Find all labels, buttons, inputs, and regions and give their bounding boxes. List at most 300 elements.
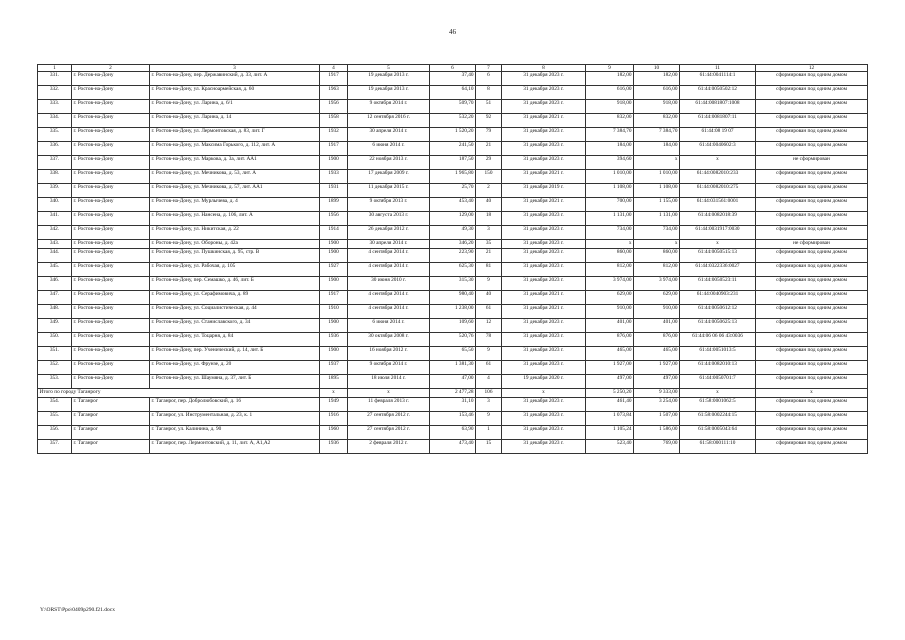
- table-row: [38, 398, 868, 412]
- year-cell: 1949: [320, 398, 348, 412]
- year-cell: 1936: [320, 333, 348, 347]
- status-cell: сформирован под одним домом: [756, 426, 868, 440]
- row-number: 336.: [38, 142, 72, 156]
- cost2-cell: 860,00: [634, 249, 680, 263]
- city-cell: г. Ростов-на-Дону: [72, 212, 150, 226]
- row-number: 341.: [38, 212, 72, 226]
- cadastral-cell: 61:44:0050612:12: [680, 305, 756, 319]
- cost-cell: 1 010,00: [586, 170, 634, 184]
- date-cell: 30 апреля 2014 г.: [348, 240, 430, 249]
- year-cell: 1895: [320, 375, 348, 389]
- date-cell: 4 сентября 2014 г.: [348, 249, 430, 263]
- count-cell: 79: [476, 128, 502, 142]
- deadline-cell: 31 декабря 2023 г.: [502, 226, 586, 240]
- column-number: 5: [348, 65, 430, 72]
- status-cell: сформирован под одним домом: [756, 398, 868, 412]
- deadline-cell: 31 декабря 2023 г.: [502, 86, 586, 100]
- table-row: [38, 72, 868, 86]
- address-cell: г. Ростов-на-Дону, ул. Шаумяна, д. 37, лит. Б: [150, 375, 320, 389]
- status-cell: сформирован под одним домом: [756, 263, 868, 277]
- address-cell: г. Ростов-на-Дону, ул. Максима Горького, д. 112, лит. А: [150, 142, 320, 156]
- date-cell: 12 сентября 2016 г.: [348, 114, 430, 128]
- cost2-cell: 184,00: [634, 142, 680, 156]
- date-cell: 6 июня 2014 г.: [348, 319, 430, 333]
- area-cell: 509,70: [430, 100, 476, 114]
- city-cell: г. Ростов-на-Дону: [72, 128, 150, 142]
- date-cell: 18 июля 2014 г.: [348, 375, 430, 389]
- year-cell: 1956: [320, 212, 348, 226]
- city-cell: г. Ростов-на-Дону: [72, 184, 150, 198]
- status-cell: сформирован под одним домом: [756, 170, 868, 184]
- cadastral-cell: 61:58:0002244:15: [680, 412, 756, 426]
- date-cell: 9 октября 2013 г.: [348, 198, 430, 212]
- year-cell: 1937: [320, 361, 348, 375]
- count-cell: 18: [476, 212, 502, 226]
- address-cell: г. Ростов-на-Дону, пер. Державинский, д. 33, лит. А: [150, 72, 320, 86]
- cost-cell: 3 974,00: [586, 277, 634, 291]
- status-cell: сформирован под одним домом: [756, 347, 868, 361]
- area-cell: 346,20: [430, 240, 476, 249]
- status-cell: сформирован под одним домом: [756, 86, 868, 100]
- row-number: 339.: [38, 184, 72, 198]
- area-cell: 980,40: [430, 291, 476, 305]
- cost2-cell: 876,00: [634, 333, 680, 347]
- column-number: 12: [756, 65, 868, 72]
- table-row: [38, 86, 868, 100]
- count-cell: 12: [476, 319, 502, 333]
- count-cell: 40: [476, 198, 502, 212]
- count-cell: 8: [476, 86, 502, 100]
- row-number: 335.: [38, 128, 72, 142]
- date-cell: 19 декабря 2013 г.: [348, 72, 430, 86]
- cost-cell: 184,00: [586, 142, 634, 156]
- status-cell: сформирован под одним домом: [756, 184, 868, 198]
- year-cell: 1899: [320, 198, 348, 212]
- deadline-cell: 31 декабря 2023 г.: [502, 319, 586, 333]
- area-cell: 453,40: [430, 198, 476, 212]
- address-cell: г. Ростов-на-Дону, ул. Маркова, д. 3а, лит. АА1: [150, 156, 320, 170]
- cost-cell: 497,00: [586, 375, 634, 389]
- year-cell: 1932: [320, 128, 348, 142]
- area-cell: 223,90: [430, 249, 476, 263]
- row-number: 343.: [38, 240, 72, 249]
- status-cell: сформирован под одним домом: [756, 226, 868, 240]
- address-cell: г. Ростов-на-Дону, ул. Мечникова, д. 53, лит. А: [150, 170, 320, 184]
- deadline-cell: 19 декабря 2020 г.: [502, 375, 586, 389]
- deadline-cell: 31 декабря 2019 г.: [502, 184, 586, 198]
- date-cell: 27 сентября 2012 г.: [348, 412, 430, 426]
- year-cell: 1917: [320, 142, 348, 156]
- cadastral-cell: 61:44:0082018:39: [680, 212, 756, 226]
- row-number: 349.: [38, 319, 72, 333]
- address-cell: г. Таганрог, ул. Калинина, д. 90: [150, 426, 320, 440]
- deadline-cell: 31 декабря 2023 г.: [502, 128, 586, 142]
- city-cell: г. Ростов-на-Дону: [72, 240, 150, 249]
- date-cell: 9 октября 2014 г.: [348, 100, 430, 114]
- year-cell: 1900: [320, 277, 348, 291]
- year-cell: 1917: [320, 291, 348, 305]
- count-cell: 61: [476, 361, 502, 375]
- row-number: 331.: [38, 72, 72, 86]
- date-cell: 30 июня 2010 г.: [348, 277, 430, 291]
- address-cell: г. Таганрог, пер. Добролюбовский, д. 16: [150, 398, 320, 412]
- table-row: [38, 375, 868, 389]
- cadastral-cell: 61:58:0001062:5: [680, 398, 756, 412]
- cadastral-cell: 61:44:0322336:0027: [680, 263, 756, 277]
- year-cell: 1900: [320, 319, 348, 333]
- cost2-cell: 1 108,00: [634, 184, 680, 198]
- table-row: [38, 240, 868, 249]
- table-row: [38, 319, 868, 333]
- cadastral-cell: 61:44:0082010:13: [680, 361, 756, 375]
- cost-cell: 1 108,00: [586, 184, 634, 198]
- status-cell: сформирован под одним домом: [756, 128, 868, 142]
- cost2-cell: 832,00: [634, 114, 680, 128]
- deadline-cell: 31 декабря 2023 г.: [502, 249, 586, 263]
- status-cell: сформирован под одним домом: [756, 440, 868, 454]
- city-cell: г. Ростов-на-Дону: [72, 156, 150, 170]
- address-cell: г. Ростов-на-Дону, ул. Красноармейская, д. 60: [150, 86, 320, 100]
- deadline-cell: 31 декабря 2023 г.: [502, 412, 586, 426]
- cost-cell: 700,00: [586, 198, 634, 212]
- cadastral-cell: 61:44:0031917:0030: [680, 226, 756, 240]
- address-cell: г. Таганрог, ул. Инструментальная, д. 23, к. 1: [150, 412, 320, 426]
- column-number: 11: [680, 65, 756, 72]
- year-cell: 1960: [320, 426, 348, 440]
- deadline-cell: 31 декабря 2021 г.: [502, 114, 586, 128]
- subtotal-cad: х: [680, 389, 756, 398]
- city-cell: г. Ростов-на-Дону: [72, 347, 150, 361]
- count-cell: 6: [476, 72, 502, 86]
- deadline-cell: 31 декабря 2023 г.: [502, 142, 586, 156]
- city-cell: г. Ростов-на-Дону: [72, 305, 150, 319]
- column-number: 9: [586, 65, 634, 72]
- date-cell: 30 августа 2013 г.: [348, 212, 430, 226]
- status-cell: сформирован под одним домом: [756, 305, 868, 319]
- subtotal-date: х: [348, 389, 430, 398]
- column-number: 8: [502, 65, 586, 72]
- cost2-cell: 734,00: [634, 226, 680, 240]
- row-number: 332.: [38, 86, 72, 100]
- address-cell: г. Ростов-на-Дону, ул. Мурлычева, д. 4: [150, 198, 320, 212]
- city-cell: г. Ростов-на-Дону: [72, 333, 150, 347]
- cost-cell: 876,00: [586, 333, 634, 347]
- table-row: [38, 100, 868, 114]
- deadline-cell: 31 декабря 2023 г.: [502, 100, 586, 114]
- cost-cell: 401,00: [586, 319, 634, 333]
- city-cell: г. Ростов-на-Дону: [72, 277, 150, 291]
- address-cell: г. Ростов-на-Дону, ул. Пушкинская, д. 95, стр. В: [150, 249, 320, 263]
- deadline-cell: 31 декабря 2023 г.: [502, 277, 586, 291]
- status-cell: сформирован под одним домом: [756, 212, 868, 226]
- date-cell: 22 ноября 2013 г.: [348, 156, 430, 170]
- status-cell: сформирован под одним домом: [756, 142, 868, 156]
- column-number: 7: [476, 65, 502, 72]
- status-cell: не сформирован: [756, 240, 868, 249]
- year-cell: 1933: [320, 170, 348, 184]
- city-cell: г. Ростов-на-Дону: [72, 319, 150, 333]
- table-row: [38, 184, 868, 198]
- cost2-cell: х: [634, 156, 680, 170]
- year-cell: 1931: [320, 184, 348, 198]
- cadastral-cell: 61:58:000111:10: [680, 440, 756, 454]
- table-row: [38, 347, 868, 361]
- table-row: [38, 333, 868, 347]
- cost-cell: 918,00: [586, 100, 634, 114]
- address-cell: г. Ростов-на-Дону, ул. Лермонтовская, д. 83, лит. Г: [150, 128, 320, 142]
- date-cell: 17 декабря 2009 г.: [348, 170, 430, 184]
- cost-cell: 734,00: [586, 226, 634, 240]
- table-row: [38, 198, 868, 212]
- row-number: 333.: [38, 100, 72, 114]
- cost-cell: х: [586, 240, 634, 249]
- cost2-cell: 497,00: [634, 375, 680, 389]
- city-cell: г. Ростов-на-Дону: [72, 114, 150, 128]
- address-cell: г. Ростов-на-Дону, ул. Ларина, д. 6/1: [150, 100, 320, 114]
- table-row: [38, 114, 868, 128]
- cost2-cell: 1 927,00: [634, 361, 680, 375]
- address-cell: г. Ростов-на-Дону, ул. Социалистическая, д. 44: [150, 305, 320, 319]
- table-row: [38, 361, 868, 375]
- date-cell: 2 февраля 2012 г.: [348, 440, 430, 454]
- status-cell: сформирован под одним домом: [756, 277, 868, 291]
- address-cell: г. Ростов-на-Дону, пер. Ученический, д. 14, лит. Б: [150, 347, 320, 361]
- count-cell: 21: [476, 249, 502, 263]
- row-number: 340.: [38, 198, 72, 212]
- table-row: [38, 440, 868, 454]
- count-cell: 61: [476, 305, 502, 319]
- status-cell: сформирован под одним домом: [756, 100, 868, 114]
- year-cell: 1900: [320, 240, 348, 249]
- table-row: [38, 128, 868, 142]
- year-cell: 1900: [320, 156, 348, 170]
- cadastral-cell: 61:44:06 06 06 43:0036: [680, 333, 756, 347]
- status-cell: сформирован под одним домом: [756, 375, 868, 389]
- city-cell: г. Ростов-на-Дону: [72, 198, 150, 212]
- date-cell: 4 сентября 2014 г.: [348, 305, 430, 319]
- file-path-footer: Y:\ORST\Ppo\0409p290.f21.docx: [40, 607, 115, 613]
- cost-cell: 523,40: [586, 440, 634, 454]
- subtotal-count: 106: [476, 389, 502, 398]
- year-cell: 1900: [320, 249, 348, 263]
- count-cell: 1: [476, 426, 502, 440]
- count-cell: 92: [476, 114, 502, 128]
- row-number: 354.: [38, 398, 72, 412]
- area-cell: 153,46: [430, 412, 476, 426]
- deadline-cell: 31 декабря 2023 г.: [502, 426, 586, 440]
- cadastral-cell: 61:44:0040602:3: [680, 142, 756, 156]
- deadline-cell: 31 декабря 2023 г.: [502, 240, 586, 249]
- count-cell: 9: [476, 412, 502, 426]
- city-cell: г. Таганрог: [72, 398, 150, 412]
- area-cell: 1 965,80: [430, 170, 476, 184]
- city-cell: г. Ростов-на-Дону: [72, 263, 150, 277]
- city-cell: г. Ростов-на-Дону: [72, 142, 150, 156]
- cost-cell: 465,00: [586, 347, 634, 361]
- cost-cell: 182,00: [586, 72, 634, 86]
- column-number: 4: [320, 65, 348, 72]
- cost2-cell: 465,00: [634, 347, 680, 361]
- date-cell: 16 ноября 2012 г.: [348, 347, 430, 361]
- year-cell: 1927: [320, 263, 348, 277]
- cost-cell: 1 105,24: [586, 426, 634, 440]
- cadastral-cell: 61:44:0050515:13: [680, 249, 756, 263]
- date-cell: 11 февраля 2013 г.: [348, 398, 430, 412]
- cost2-cell: 769,00: [634, 440, 680, 454]
- count-cell: 51: [476, 100, 502, 114]
- address-cell: г. Ростов-на-Дону, ул. Фрунзе, д. 20: [150, 361, 320, 375]
- column-number: 2: [72, 65, 150, 72]
- date-cell: 30 октября 2008 г.: [348, 333, 430, 347]
- subtotal-year: х: [320, 389, 348, 398]
- cadastral-cell: 61:44:0051013:5: [680, 347, 756, 361]
- count-cell: 9: [476, 347, 502, 361]
- cost2-cell: 629,00: [634, 291, 680, 305]
- year-cell: 1900: [320, 347, 348, 361]
- column-number-row: [38, 65, 868, 72]
- row-number: 334.: [38, 114, 72, 128]
- row-number: 356.: [38, 426, 72, 440]
- cadastral-cell: 61:44:08 19 07: [680, 128, 756, 142]
- city-cell: г. Ростов-на-Дону: [72, 249, 150, 263]
- table-row: [38, 212, 868, 226]
- date-cell: 4 сентября 2014 г.: [348, 263, 430, 277]
- table-row: [38, 226, 868, 240]
- status-cell: сформирован под одним домом: [756, 291, 868, 305]
- count-cell: 4: [476, 375, 502, 389]
- cost-cell: 1 927,00: [586, 361, 634, 375]
- table-row: [38, 291, 868, 305]
- address-cell: г. Ростов-на-Дону, пер. Семашко, д. 46, лит. Б: [150, 277, 320, 291]
- cadastral-cell: 61:44:0040903:231: [680, 291, 756, 305]
- deadline-cell: 31 декабря 2021 г.: [502, 198, 586, 212]
- area-cell: 47,00: [430, 375, 476, 389]
- table-row: [38, 156, 868, 170]
- area-cell: 109,60: [430, 319, 476, 333]
- subtotal-cost2: 9 333,00: [634, 389, 680, 398]
- subtotal-status: х: [756, 389, 868, 398]
- row-number: 345.: [38, 263, 72, 277]
- deadline-cell: 31 декабря 2023 г.: [502, 156, 586, 170]
- subtotal-row: [38, 389, 868, 398]
- area-cell: 520,76: [430, 333, 476, 347]
- cost-cell: 910,00: [586, 305, 634, 319]
- date-cell: 11 декабря 2015 г.: [348, 184, 430, 198]
- city-cell: г. Ростов-на-Дону: [72, 86, 150, 100]
- area-cell: 63,90: [430, 426, 476, 440]
- status-cell: сформирован под одним домом: [756, 361, 868, 375]
- count-cell: 15: [476, 440, 502, 454]
- area-cell: 37,40: [430, 72, 476, 86]
- cadastral-cell: 61:44:0050523:11: [680, 277, 756, 291]
- city-cell: г. Ростов-на-Дону: [72, 361, 150, 375]
- cost2-cell: 182,00: [634, 72, 680, 86]
- table-row: [38, 305, 868, 319]
- year-cell: 1958: [320, 114, 348, 128]
- address-cell: г. Ростов-на-Дону, ул. Рабочая, д. 105: [150, 263, 320, 277]
- cost2-cell: 1 507,00: [634, 412, 680, 426]
- deadline-cell: 31 декабря 2023 г.: [502, 263, 586, 277]
- cadastral-cell: х: [680, 240, 756, 249]
- cost2-cell: 3 254,00: [634, 398, 680, 412]
- cadastral-cell: 61:44:0050502:12: [680, 86, 756, 100]
- cost2-cell: 1 131,00: [634, 212, 680, 226]
- cost-cell: 1 073,84: [586, 412, 634, 426]
- count-cell: 21: [476, 142, 502, 156]
- cost2-cell: 1 155,00: [634, 198, 680, 212]
- area-cell: 65,50: [430, 347, 476, 361]
- cost2-cell: 918,00: [634, 100, 680, 114]
- status-cell: сформирован под одним домом: [756, 412, 868, 426]
- count-cell: 2: [476, 184, 502, 198]
- table-row: [38, 142, 868, 156]
- cost-cell: 812,00: [586, 263, 634, 277]
- cadastral-cell: 61:44:0050625:13: [680, 319, 756, 333]
- address-cell: г. Ростов-на-Дону, ул. Тоцарня, д. 84: [150, 333, 320, 347]
- year-cell: 1917: [320, 72, 348, 86]
- row-number: 337.: [38, 156, 72, 170]
- column-number: 10: [634, 65, 680, 72]
- cadastral-cell: 61:44:0081807:1008: [680, 100, 756, 114]
- cost2-cell: 812,00: [634, 263, 680, 277]
- area-cell: 241,50: [430, 142, 476, 156]
- status-cell: сформирован под одним домом: [756, 72, 868, 86]
- cost-cell: 461,40: [586, 398, 634, 412]
- subtotal-label: Итого по городу Таганрогу: [38, 389, 320, 398]
- row-number: 351.: [38, 347, 72, 361]
- deadline-cell: 31 декабря 2023 г.: [502, 398, 586, 412]
- area-cell: 187,50: [430, 156, 476, 170]
- deadline-cell: 31 декабря 2021 г.: [502, 305, 586, 319]
- status-cell: сформирован под одним домом: [756, 198, 868, 212]
- column-number: 3: [150, 65, 320, 72]
- status-cell: не сформирован: [756, 156, 868, 170]
- area-cell: 473,40: [430, 440, 476, 454]
- city-cell: г. Таганрог: [72, 412, 150, 426]
- date-cell: 9 октября 2014 г.: [348, 361, 430, 375]
- row-number: 353.: [38, 375, 72, 389]
- address-cell: г. Ростов-на-Дону, ул. Обороны, д. 42а: [150, 240, 320, 249]
- cost2-cell: 401,00: [634, 319, 680, 333]
- area-cell: 532,20: [430, 114, 476, 128]
- cost-cell: 616,00: [586, 86, 634, 100]
- deadline-cell: 31 декабря 2023 г.: [502, 333, 586, 347]
- year-cell: 1910: [320, 305, 348, 319]
- cost-cell: 832,00: [586, 114, 634, 128]
- date-cell: 27 сентября 2012 г.: [348, 426, 430, 440]
- city-cell: г. Таганрог: [72, 440, 150, 454]
- cadastral-cell: 61:44:031561:0001: [680, 198, 756, 212]
- column-number: 6: [430, 65, 476, 72]
- city-cell: г. Ростов-на-Дону: [72, 100, 150, 114]
- area-cell: 25,70: [430, 184, 476, 198]
- cost2-cell: 7 384,70: [634, 128, 680, 142]
- city-cell: г. Таганрог: [72, 426, 150, 440]
- table-row: [38, 277, 868, 291]
- subtotal-area: 2 477,28: [430, 389, 476, 398]
- status-cell: сформирован под одним домом: [756, 114, 868, 128]
- area-cell: 31,10: [430, 398, 476, 412]
- city-cell: г. Ростов-на-Дону: [72, 375, 150, 389]
- date-cell: 19 декабря 2013 г.: [348, 86, 430, 100]
- count-cell: 40: [476, 291, 502, 305]
- date-cell: 26 декабря 2012 г.: [348, 226, 430, 240]
- city-cell: г. Ростов-на-Дону: [72, 226, 150, 240]
- count-cell: 150: [476, 170, 502, 184]
- deadline-cell: 31 декабря 2023 г.: [502, 212, 586, 226]
- status-cell: сформирован под одним домом: [756, 249, 868, 263]
- area-cell: 625,30: [430, 263, 476, 277]
